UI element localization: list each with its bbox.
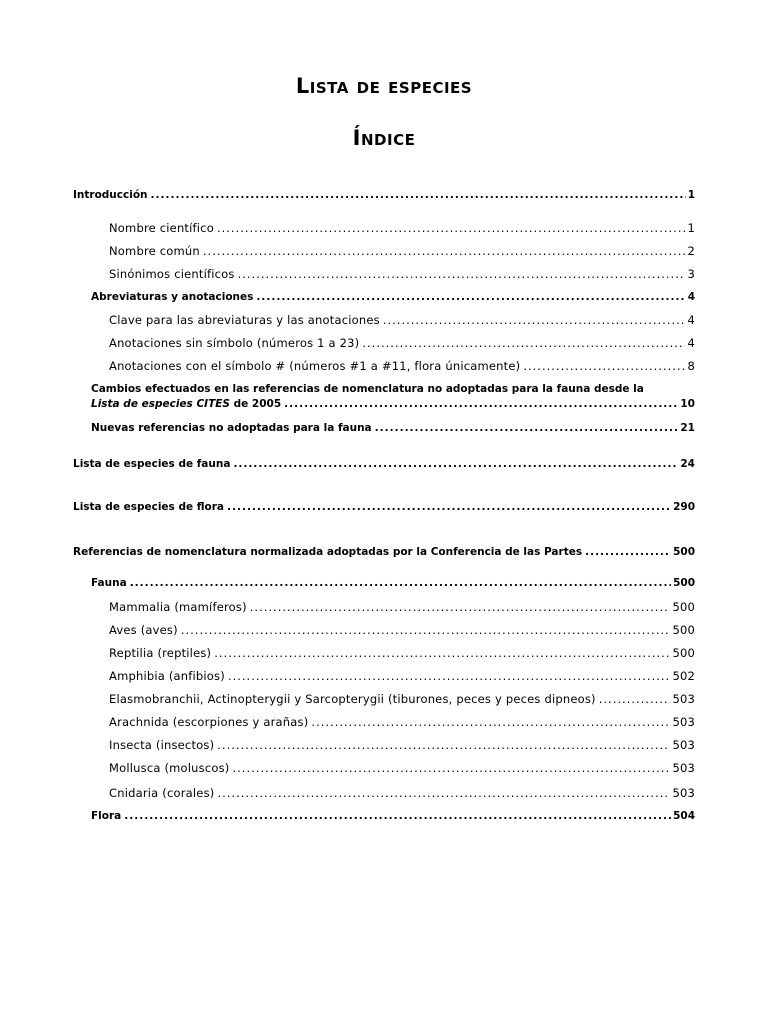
toc-entry-anotaciones-sin-simbolo[interactable] xyxy=(109,336,695,350)
toc-entry-label: Nuevas referencias no adoptadas para la fauna xyxy=(91,422,372,434)
toc-entry-cnidaria[interactable] xyxy=(109,786,695,800)
toc-entry-cambios[interactable] xyxy=(91,383,695,410)
toc-entry-label: Cnidaria (corales) xyxy=(109,786,215,800)
toc-entry-page: 503 xyxy=(672,738,695,752)
toc-entry-introduccion[interactable] xyxy=(73,189,695,201)
page-title: Lista de especies xyxy=(295,74,473,98)
toc-entry-page: 502 xyxy=(672,669,695,683)
toc-entry-page: 1 xyxy=(687,221,695,235)
toc-entry-label: Clave para las abreviaturas y las anotaciones xyxy=(109,313,380,327)
toc-entry-mammalia[interactable] xyxy=(109,600,695,614)
toc-entry-label: Mammalia (mamíferos) xyxy=(109,600,247,614)
toc-entry-mollusca[interactable] xyxy=(109,761,695,775)
toc-entry-referencias-normalizada[interactable] xyxy=(73,546,695,558)
toc-entry-label: Arachnida (escorpiones y arañas) xyxy=(109,715,309,729)
toc-entry-page: 1 xyxy=(687,189,695,201)
toc-entry-page: 500 xyxy=(672,646,695,660)
toc-entry-page: 10 xyxy=(680,398,695,410)
toc-entry-label: Fauna xyxy=(91,577,127,589)
toc-entry-page: 24 xyxy=(680,458,695,470)
toc-entry-page: 500 xyxy=(672,623,695,637)
toc-entry-page: 500 xyxy=(673,546,695,558)
toc-entry-flora-list[interactable] xyxy=(73,501,695,513)
toc-entry-label: Sinónimos científicos xyxy=(109,267,235,281)
toc-entry-label: Aves (aves) xyxy=(109,623,178,637)
toc-entry-fauna[interactable] xyxy=(91,577,695,589)
toc-entry-label: Lista de especies de fauna xyxy=(73,458,231,470)
index-heading: Índice xyxy=(352,126,416,150)
toc-entry-label: Amphibia (anfibios) xyxy=(109,669,225,683)
toc-entry-label: Nombre científico xyxy=(109,221,214,235)
toc-entry-page: 4 xyxy=(687,291,695,303)
toc-entry-label: Cambios efectuados en las referencias de nomenclatura no adoptadas para la fauna desde la xyxy=(91,383,644,395)
toc-entry-page: 21 xyxy=(680,422,695,434)
toc-entry-page: 2 xyxy=(687,244,695,258)
toc-entry-nuevas-referencias[interactable] xyxy=(91,422,695,434)
toc-entry-page: 503 xyxy=(672,715,695,729)
toc-entry-nombre-comun[interactable] xyxy=(109,244,695,258)
toc-entry-label: Referencias de nomenclatura normalizada adoptadas por la Conferencia de las Partes xyxy=(73,546,583,558)
toc-entry-label-tail: de 2005 xyxy=(229,398,282,410)
toc-entry-page: 4 xyxy=(687,336,695,350)
toc-entry-page: 503 xyxy=(672,786,695,800)
toc-entry-reptilia[interactable] xyxy=(109,646,695,660)
toc-entry-label: Mollusca (moluscos) xyxy=(109,761,230,775)
toc-entry-flora[interactable] xyxy=(91,810,695,822)
toc-entry-insecta[interactable] xyxy=(109,738,695,752)
toc-entry-page: 500 xyxy=(672,600,695,614)
toc-entry-page: 3 xyxy=(687,267,695,281)
toc-entry-page: 503 xyxy=(672,761,695,775)
toc-entry-page: 8 xyxy=(687,359,695,373)
toc-entry-label: Flora xyxy=(91,810,122,822)
toc-entry-label: Anotaciones sin símbolo (números 1 a 23) xyxy=(109,336,360,350)
toc-entry-label: Insecta (insectos) xyxy=(109,738,215,752)
toc-entry-label: Elasmobranchii, Actinopterygii y Sarcopterygii (tiburones, peces y peces dipneos) xyxy=(109,692,596,706)
toc-entry-label: Abreviaturas y anotaciones xyxy=(91,291,254,303)
toc-entry-label: Reptilia (reptiles) xyxy=(109,646,212,660)
toc-entry-aves[interactable] xyxy=(109,623,695,637)
toc-entry-page: 504 xyxy=(673,810,695,822)
toc-entry-elasmobranchii[interactable] xyxy=(109,692,695,706)
toc-entry-page: 500 xyxy=(673,577,695,589)
toc-entry-label: Lista de especies de flora xyxy=(73,501,225,513)
toc-entry-amphibia[interactable] xyxy=(109,669,695,683)
toc-entry-sinonimos[interactable] xyxy=(109,267,695,281)
toc-entry-label-italic: Lista de especies CITES xyxy=(91,398,230,410)
toc-entry-fauna-list[interactable] xyxy=(73,458,695,470)
toc-entry-clave[interactable] xyxy=(109,313,695,327)
toc-entry-label: Nombre común xyxy=(109,244,200,258)
toc-entry-abreviaturas[interactable] xyxy=(91,291,695,303)
toc-entry-anotaciones-con-simbolo[interactable] xyxy=(109,359,695,373)
toc-entry-label: Introducción xyxy=(73,189,148,201)
toc-entry-nombre-cientifico[interactable] xyxy=(109,221,695,235)
toc-entry-arachnida[interactable] xyxy=(109,715,695,729)
toc-entry-page: 290 xyxy=(673,501,695,513)
toc-entry-page: 4 xyxy=(687,313,695,327)
toc-entry-page: 503 xyxy=(672,692,695,706)
toc-entry-label: Anotaciones con el símbolo # (números #1 a #11, flora únicamente) xyxy=(109,359,521,373)
